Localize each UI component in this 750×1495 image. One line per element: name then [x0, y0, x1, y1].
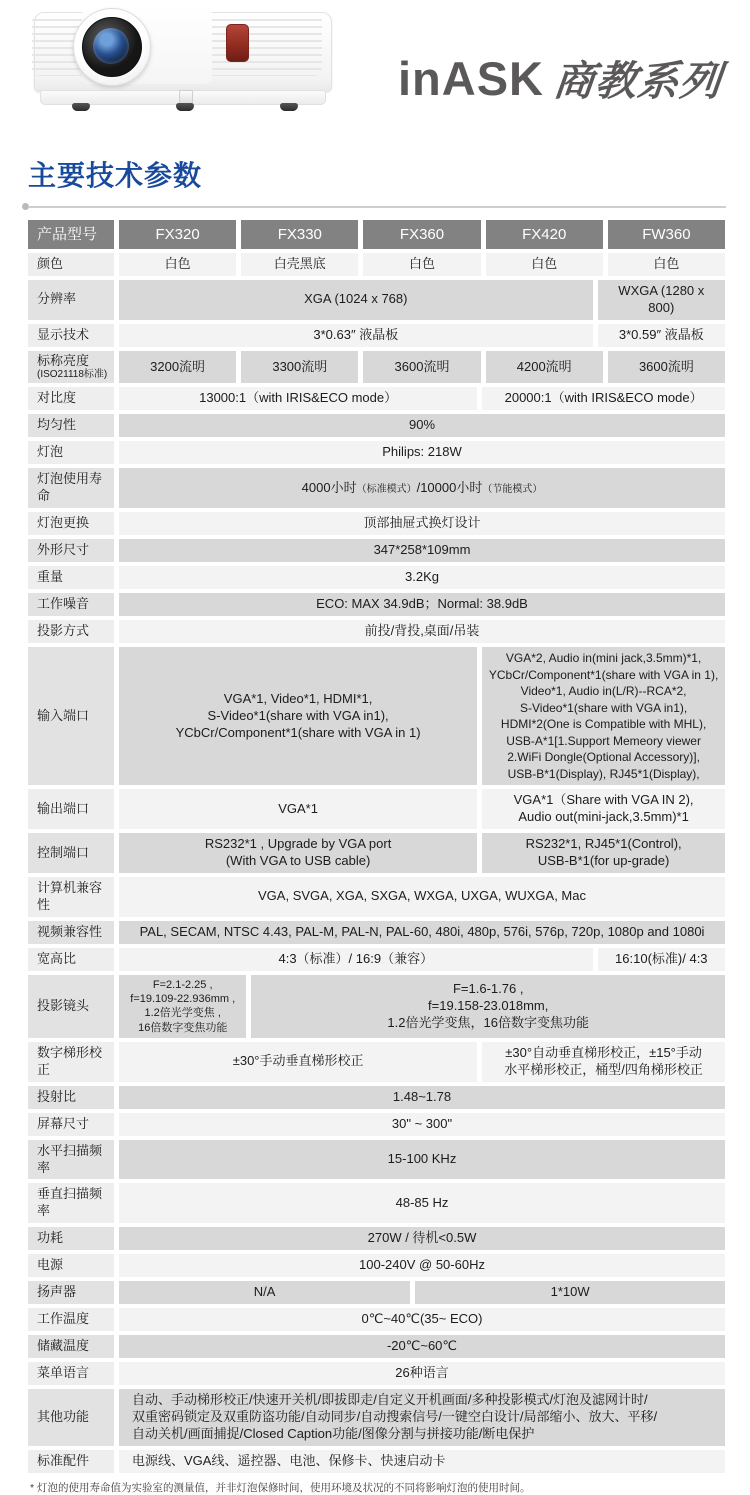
table-row	[28, 593, 725, 616]
header-model: FX330	[241, 220, 358, 249]
row-label: 分辨率	[28, 280, 114, 320]
row-value: N/A	[119, 1281, 410, 1304]
row-value: 白色	[608, 253, 725, 276]
row-label: 储藏温度	[28, 1335, 114, 1358]
table-row	[28, 324, 725, 347]
row-value: XGA (1024 x 768)	[119, 280, 593, 320]
projector-lens-glass	[93, 28, 129, 64]
table-row	[28, 620, 725, 643]
row-label: 电源	[28, 1254, 114, 1277]
row-value: RS232*1 , Upgrade by VGA port (With VGA to USB cable)	[119, 833, 477, 873]
row-label: 灯泡	[28, 441, 114, 464]
row-value: 白色	[486, 253, 603, 276]
header-model: FX320	[119, 220, 236, 249]
row-value: 1.48~1.78	[119, 1086, 725, 1109]
row-label: 视频兼容性	[28, 921, 114, 944]
row-value: 26种语言	[119, 1362, 725, 1385]
row-label: 其他功能	[28, 1389, 114, 1446]
row-value: 16:10(标准)/ 4:3	[598, 948, 725, 971]
table-row	[28, 975, 725, 1038]
row-value: 3300流明	[241, 351, 358, 383]
row-label: 标准配件	[28, 1450, 114, 1473]
table-row	[28, 1281, 725, 1304]
row-value: F=2.1-2.25 , f=19.109-22.936mm , 1.2倍光学变焦 , 16倍数字变焦功能	[119, 975, 246, 1038]
footnote: * 灯泡的使用寿命值为实验室的测量值，并非灯泡保修时间，使用环境及状况的不同将影响灯泡的使用时间。	[30, 1481, 531, 1494]
row-value: VGA, SVGA, XGA, SXGA, WXGA, UXGA, WUXGA, Mac	[119, 877, 725, 917]
row-value: Philips: 218W	[119, 441, 725, 464]
row-value: 前投/背投,桌面/吊装	[119, 620, 725, 643]
divider-line	[28, 206, 726, 208]
row-value: 100-240V @ 50-60Hz	[119, 1254, 725, 1277]
row-value: 3*0.59″ 液晶板	[598, 324, 725, 347]
row-value: 347*258*109mm	[119, 539, 725, 562]
row-label: 外形尺寸	[28, 539, 114, 562]
row-value: 顶部抽屉式换灯设计	[119, 512, 725, 535]
table-row	[28, 647, 725, 785]
projector-foot	[280, 103, 298, 111]
row-value: ECO: MAX 34.9dB；Normal: 38.9dB	[119, 593, 725, 616]
row-value: 4:3（标准）/ 16:9（兼容）	[119, 948, 593, 971]
row-value: 白色	[363, 253, 480, 276]
brand-logo-series: 商教系列	[551, 58, 725, 104]
table-row	[28, 441, 725, 464]
header-model: FX360	[363, 220, 480, 249]
row-label: 灯泡更换	[28, 512, 114, 535]
row-label: 输出端口	[28, 789, 114, 829]
row-label: 对比度	[28, 387, 114, 410]
row-value: ±30°自动垂直梯形校正，±15°手动 水平梯形校正，桶型/四角梯形校正	[482, 1042, 725, 1082]
table-row	[28, 877, 725, 917]
row-value: 3.2Kg	[119, 566, 725, 589]
row-value: 1*10W	[415, 1281, 725, 1304]
table-row	[28, 1308, 725, 1331]
table-row	[28, 921, 725, 944]
row-value: VGA*1, Video*1, HDMI*1, S-Video*1(share with VGA in1), YCbCr/Component*1(share with VGA in 1)	[119, 647, 477, 785]
brand-logo-inask: inASK	[398, 52, 544, 105]
row-value: 15-100 KHz	[119, 1140, 725, 1180]
row-value: 30" ~ 300"	[119, 1113, 725, 1136]
header-model: FX420	[486, 220, 603, 249]
row-label: 显示技术	[28, 324, 114, 347]
row-label: 宽高比	[28, 948, 114, 971]
row-value: 48-85 Hz	[119, 1183, 725, 1223]
row-label: 均匀性	[28, 414, 114, 437]
row-label: 功耗	[28, 1227, 114, 1250]
projector-illustration	[30, 6, 340, 116]
table-row	[28, 1086, 725, 1109]
table-row	[28, 948, 725, 971]
row-value: -20℃~60℃	[119, 1335, 725, 1358]
row-label: 屏幕尺寸	[28, 1113, 114, 1136]
table-row	[28, 351, 725, 383]
header-product-model-label: 产品型号	[28, 220, 114, 249]
table-row	[28, 1389, 725, 1446]
row-value: 90%	[119, 414, 725, 437]
row-label: 输入端口	[28, 647, 114, 785]
row-value: 白壳黑底	[241, 253, 358, 276]
table-row	[28, 414, 725, 437]
header-model: FW360	[608, 220, 725, 249]
row-value: WXGA (1280 x 800)	[598, 280, 725, 320]
table-row	[28, 1140, 725, 1180]
row-label: 垂直扫描频率	[28, 1183, 114, 1223]
table-row	[28, 1183, 725, 1223]
row-label: 数字梯形校正	[28, 1042, 114, 1082]
row-value: 自动、手动梯形校正/快速开关机/即拔即走/自定义开机画面/多种投影模式/灯泡及滤网计时/ 双重密码锁定及双重防盗功能/自动同步/自动搜索信号/一键空白设计/局部缩小、放大、平移/ 自动关机/画面捕捉/Closed Caption功能/图像分割与拼接功能/断电保护	[119, 1389, 725, 1446]
table-row	[28, 512, 725, 535]
table-row	[28, 468, 725, 508]
row-label: 工作温度	[28, 1308, 114, 1331]
row-value: 电源线、VGA线、遥控器、电池、保修卡、快速启动卡	[119, 1450, 725, 1473]
row-label: 水平扫描频率	[28, 1140, 114, 1180]
table-row	[28, 789, 725, 829]
projector-foot	[176, 103, 194, 111]
table-row	[28, 1450, 725, 1473]
spec-table	[28, 220, 725, 1473]
table-row	[28, 1335, 725, 1358]
row-value: ±30°手动垂直梯形校正	[119, 1042, 477, 1082]
projector-foot	[72, 103, 90, 111]
page-title: 主要技术参数	[28, 160, 203, 191]
table-row	[28, 1042, 725, 1082]
row-label: 投影方式	[28, 620, 114, 643]
row-value: RS232*1, RJ45*1(Control), USB-B*1(for up-grade)	[482, 833, 725, 873]
row-label: 投射比	[28, 1086, 114, 1109]
row-label: 投影镜头	[28, 975, 114, 1038]
table-row	[28, 280, 725, 320]
row-value: PAL, SECAM, NTSC 4.43, PAL-M, PAL-N, PAL-60, 480i, 480p, 576i, 576p, 720p, 1080p and 1080i	[119, 921, 725, 944]
row-value: 3*0.63″ 液晶板	[119, 324, 593, 347]
row-value: 3600流明	[363, 351, 480, 383]
table-row	[28, 1227, 725, 1250]
table-row	[28, 566, 725, 589]
row-label: 控制端口	[28, 833, 114, 873]
table-row	[28, 253, 725, 276]
row-value: F=1.6-1.76 , f=19.158-23.018mm, 1.2倍光学变焦，16倍数字变焦功能	[251, 975, 725, 1038]
spec-content	[28, 220, 725, 1495]
row-value: 4000小时（标准模式）/10000小时（节能模式）	[119, 468, 725, 508]
row-value: 3200流明	[119, 351, 236, 383]
row-value: 4200流明	[486, 351, 603, 383]
row-label: 计算机兼容性	[28, 877, 114, 917]
row-value: 20000:1（with IRIS&ECO mode）	[482, 387, 725, 410]
title-divider	[22, 203, 728, 210]
row-value: VGA*2, Audio in(mini jack,3.5mm)*1, YCbCr/Component*1(share with VGA in 1), Video*1, Audio in(L/R)--RCA*2, S-Video*1(share with VGA in1), HDMI*2(One is Compatible with MHL), USB-A*1[1.Support Memeory viewer 2.WiFi Dongle(Optional Accessory)], USB-B*1(Display), RJ45*1(Display),	[482, 647, 725, 785]
row-label: 重量	[28, 566, 114, 589]
row-label: 灯泡使用寿命	[28, 468, 114, 508]
row-value: VGA*1（Share with VGA IN 2), Audio out(mini-jack,3.5mm)*1	[482, 789, 725, 829]
table-row	[28, 833, 725, 873]
projector-ir-window	[226, 24, 249, 62]
brand-logo	[398, 48, 725, 107]
row-value: 白色	[119, 253, 236, 276]
table-row	[28, 387, 725, 410]
table-row	[28, 1362, 725, 1385]
table-row	[28, 539, 725, 562]
row-value: 0℃~40℃(35~ ECO)	[119, 1308, 725, 1331]
row-label: 工作噪音	[28, 593, 114, 616]
row-label: 菜单语言	[28, 1362, 114, 1385]
row-value: 13000:1（with IRIS&ECO mode）	[119, 387, 477, 410]
row-value: 270W / 待机<0.5W	[119, 1227, 725, 1250]
row-value: VGA*1	[119, 789, 477, 829]
table-header-row	[28, 220, 725, 249]
table-row	[28, 1113, 725, 1136]
row-label: 颜色	[28, 253, 114, 276]
row-label: 标称亮度 (ISO21118标准)	[28, 351, 114, 383]
row-label: 扬声器	[28, 1281, 114, 1304]
row-value: 3600流明	[608, 351, 725, 383]
table-row	[28, 1254, 725, 1277]
